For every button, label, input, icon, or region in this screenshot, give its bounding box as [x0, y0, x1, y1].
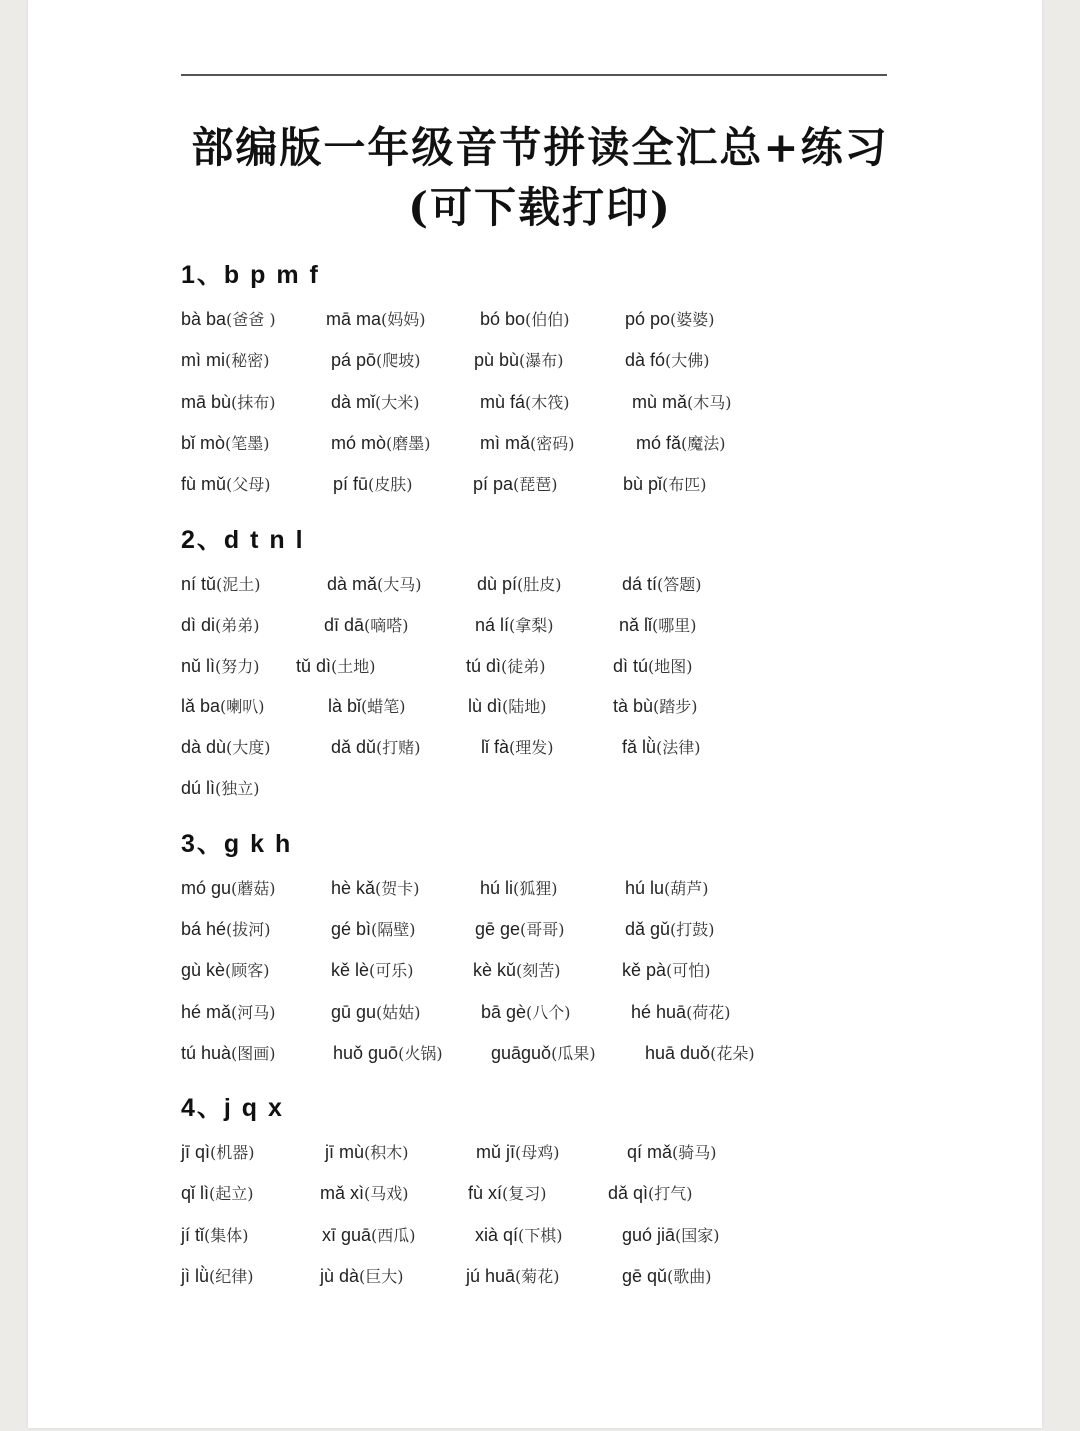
word-row	[181, 1178, 901, 1208]
hanzi-text: (骑马)	[672, 1143, 717, 1162]
hanzi-text: (父母)	[226, 475, 271, 495]
word-item	[331, 732, 421, 763]
pinyin-text: mù mǎ	[632, 391, 688, 412]
hanzi-text: (答题)	[657, 575, 702, 594]
word-row	[181, 428, 901, 458]
word-item	[320, 1261, 404, 1292]
word-item	[480, 873, 558, 904]
word-item	[475, 1220, 563, 1251]
hanzi-text: (贺卡)	[375, 879, 420, 898]
hanzi-text: (琵琶)	[513, 475, 558, 495]
hanzi-text: (哥哥)	[520, 920, 565, 940]
word-item	[327, 569, 422, 600]
pinyin-text: bǐ mò	[181, 432, 226, 453]
word-item	[181, 1137, 255, 1168]
word-item	[181, 873, 276, 904]
word-item	[181, 387, 276, 418]
word-item	[627, 1137, 717, 1168]
pinyin-text: dǎ dǔ	[331, 737, 377, 758]
pinyin-text: tú dì	[466, 655, 502, 676]
word-item	[491, 1038, 596, 1069]
hanzi-text: (起立)	[209, 1184, 254, 1204]
hanzi-text: (木筏)	[525, 392, 570, 412]
hanzi-text: (伯伯)	[525, 310, 570, 329]
word-item	[325, 1137, 409, 1168]
pinyin-text: jī mù	[325, 1142, 365, 1162]
word-item	[324, 610, 409, 641]
word-item	[625, 873, 709, 904]
pinyin-text: pó po	[625, 309, 671, 329]
word-item	[480, 304, 570, 335]
word-item	[326, 304, 426, 335]
word-item	[476, 1137, 560, 1168]
pinyin-text: kě lè	[331, 960, 370, 981]
pinyin-text: nǎ lǐ	[619, 614, 653, 635]
pinyin-text: ná lí	[475, 614, 510, 635]
hanzi-text: (理发)	[509, 738, 554, 758]
word-item	[622, 1261, 712, 1292]
hanzi-text: (泥土)	[216, 575, 261, 594]
pinyin-text: jì lǜ	[181, 1265, 210, 1286]
word-item	[474, 345, 564, 376]
word-item	[331, 387, 420, 418]
pinyin-text: dì di	[181, 614, 216, 635]
word-row	[181, 610, 901, 640]
pinyin-text: pù bù	[474, 350, 520, 371]
pinyin-text: qǐ lì	[181, 1183, 210, 1204]
word-row	[181, 914, 901, 944]
word-row	[181, 304, 901, 334]
word-row	[181, 569, 901, 599]
top-divider	[181, 74, 887, 76]
hanzi-text: (国家)	[675, 1225, 720, 1245]
word-item	[331, 997, 421, 1028]
word-row	[181, 1220, 901, 1250]
hanzi-text: (徒弟)	[501, 656, 546, 676]
pinyin-text: pá pō	[331, 350, 377, 371]
pinyin-text: bó bo	[480, 309, 526, 329]
hanzi-text: (大米)	[375, 392, 420, 412]
pinyin-text: gé bì	[331, 919, 372, 940]
pinyin-text: dú lì	[181, 778, 216, 798]
hanzi-text: (魔法)	[681, 433, 726, 453]
pinyin-text: mā bù	[181, 391, 232, 412]
word-item	[636, 428, 726, 459]
hanzi-text: (可乐)	[369, 961, 414, 981]
hanzi-text: (独立)	[215, 779, 260, 798]
section-heading: 1、b p m f	[181, 261, 320, 289]
pinyin-text: bā gè	[481, 1001, 527, 1022]
word-item	[466, 651, 546, 682]
hanzi-text: (大马)	[377, 575, 422, 594]
word-item	[331, 955, 414, 986]
hanzi-text: (狐狸)	[513, 879, 558, 898]
word-row	[181, 1038, 901, 1068]
word-item	[331, 345, 421, 376]
hanzi-text: (瀑布)	[519, 351, 564, 371]
word-item	[181, 651, 260, 682]
word-item	[333, 1038, 443, 1069]
word-row	[181, 732, 901, 762]
hanzi-text: (下棋)	[518, 1225, 563, 1245]
hanzi-text: (瓜果)	[551, 1043, 596, 1063]
pinyin-text: là bǐ	[328, 696, 362, 717]
word-row	[181, 873, 901, 903]
pinyin-text: dà dù	[181, 737, 227, 758]
hanzi-text: (葫芦)	[664, 879, 709, 898]
hanzi-text: (妈妈)	[381, 310, 426, 329]
word-item	[468, 1178, 547, 1209]
pinyin-text: dà fó	[625, 350, 666, 371]
pinyin-text: hú lu	[625, 878, 665, 898]
hanzi-text: (蜡笔)	[361, 697, 406, 717]
pinyin-text: bá hé	[181, 919, 227, 940]
word-item	[181, 469, 271, 500]
pinyin-text: hú li	[480, 878, 514, 898]
hanzi-text: (拿梨)	[509, 615, 554, 635]
hanzi-text: (纪律)	[209, 1266, 254, 1286]
word-item	[181, 569, 261, 600]
pinyin-text: guó jiā	[622, 1224, 676, 1245]
hanzi-text: (马戏)	[364, 1184, 409, 1204]
pinyin-text: dī dā	[324, 614, 365, 635]
hanzi-text: (法律)	[656, 738, 701, 758]
pinyin-text: lù dì	[468, 696, 503, 717]
pinyin-text: lǎ ba	[181, 696, 221, 717]
word-row	[181, 345, 901, 375]
pinyin-text: jí tǐ	[181, 1224, 205, 1245]
word-item	[632, 387, 732, 418]
hanzi-text: (爸爸 )	[226, 310, 276, 329]
pinyin-text: lǐ fà	[481, 737, 510, 758]
word-row	[181, 997, 901, 1027]
word-item	[480, 387, 570, 418]
hanzi-text: (抹布)	[231, 392, 276, 412]
word-item	[181, 1038, 276, 1069]
word-item	[181, 1178, 254, 1209]
word-item	[331, 873, 420, 904]
word-row	[181, 1137, 901, 1167]
word-item	[480, 428, 575, 459]
pinyin-text: dù pí	[477, 574, 518, 594]
pinyin-text: fǎ lǜ	[622, 737, 657, 758]
pinyin-text: dì tú	[613, 655, 649, 676]
pinyin-text: mó fǎ	[636, 432, 682, 453]
pinyin-text: tǔ dì	[296, 655, 332, 676]
word-row	[181, 955, 901, 985]
hanzi-text: (花朵)	[710, 1043, 755, 1063]
hanzi-text: (隔壁)	[371, 920, 416, 940]
hanzi-text: (磨墨)	[386, 433, 431, 453]
pinyin-text: pí pa	[473, 474, 514, 495]
word-item	[645, 1038, 755, 1069]
pinyin-text: pí fū	[333, 474, 369, 495]
word-item	[622, 732, 701, 763]
pinyin-text: bù pǐ	[623, 474, 663, 495]
hanzi-text: (踏步)	[653, 697, 698, 717]
pinyin-text: dǎ qì	[608, 1183, 649, 1204]
word-item	[468, 691, 547, 722]
pinyin-text: dǎ gǔ	[625, 919, 671, 940]
pinyin-text: hé mǎ	[181, 1001, 232, 1022]
pinyin-text: bà ba	[181, 309, 227, 329]
word-item	[181, 345, 270, 376]
pinyin-text: guāguǒ	[491, 1042, 552, 1063]
hanzi-text: (弟弟)	[215, 615, 260, 635]
pinyin-text: jī qì	[181, 1142, 211, 1162]
word-row	[181, 773, 901, 803]
pinyin-text: gù kè	[181, 960, 226, 981]
word-item	[608, 1178, 693, 1209]
pinyin-text: huǒ guō	[333, 1042, 399, 1063]
hanzi-text: (木马)	[687, 392, 732, 412]
word-item	[181, 428, 270, 459]
word-item	[625, 304, 715, 335]
pinyin-text: dà mǐ	[331, 391, 376, 412]
hanzi-text: (密码)	[530, 433, 575, 453]
word-item	[477, 569, 562, 600]
word-item	[331, 914, 416, 945]
hanzi-text: (顾客)	[225, 961, 270, 981]
pinyin-text: kè kǔ	[473, 960, 517, 981]
section-heading: 3、g k h	[181, 830, 293, 858]
word-item	[475, 914, 565, 945]
hanzi-text: (爬坡)	[376, 351, 421, 371]
hanzi-text: (母鸡)	[515, 1143, 560, 1162]
word-item	[296, 651, 376, 682]
pinyin-text: mā ma	[326, 309, 382, 329]
word-item	[322, 1220, 416, 1251]
hanzi-text: (喇叭)	[220, 697, 265, 717]
hanzi-text: (打鼓)	[670, 920, 715, 940]
hanzi-text: (歌曲)	[667, 1266, 712, 1286]
pinyin-text: gū gu	[331, 1001, 377, 1022]
word-item	[625, 914, 715, 945]
pinyin-text: gē ge	[475, 919, 521, 940]
pinyin-text: xià qí	[475, 1224, 519, 1245]
word-row	[181, 1261, 901, 1291]
word-item	[631, 997, 731, 1028]
hanzi-text: (拔河)	[226, 920, 271, 940]
pinyin-text: nǔ lì	[181, 655, 216, 676]
hanzi-text: (哪里)	[652, 615, 697, 635]
word-item	[613, 691, 698, 722]
hanzi-text: (打气)	[648, 1184, 693, 1204]
pinyin-text: jú huā	[466, 1265, 516, 1286]
pinyin-text: tà bù	[613, 696, 654, 717]
pinyin-text: kě pà	[622, 960, 667, 981]
pinyin-text: mǔ jī	[476, 1142, 516, 1162]
pinyin-text: fù xí	[468, 1183, 503, 1204]
word-item	[481, 997, 571, 1028]
word-item	[619, 610, 697, 641]
hanzi-text: (火锅)	[398, 1043, 443, 1063]
word-item	[333, 469, 413, 500]
word-item	[475, 610, 554, 641]
hanzi-text: (荷花)	[686, 1002, 731, 1022]
word-item	[481, 732, 554, 763]
word-item	[623, 469, 707, 500]
word-row	[181, 651, 901, 681]
hanzi-text: (大佛)	[665, 351, 710, 371]
hanzi-text: (西瓜)	[371, 1225, 416, 1245]
pinyin-text: hé huā	[631, 1001, 687, 1022]
hanzi-text: (打赌)	[376, 738, 421, 758]
word-item	[181, 773, 260, 804]
word-item	[181, 691, 265, 722]
title-line-2: (可下载打印)	[408, 183, 672, 232]
hanzi-text: (刻苦)	[516, 961, 561, 981]
pinyin-text: mó gu	[181, 878, 232, 898]
hanzi-text: (笔墨)	[225, 433, 270, 453]
word-item	[622, 569, 702, 600]
hanzi-text: (地图)	[648, 656, 693, 676]
hanzi-text: (努力)	[215, 656, 260, 676]
hanzi-text: (图画)	[231, 1043, 276, 1063]
pinyin-text: mì mi	[181, 350, 225, 371]
section-heading: 2、d t n l	[181, 526, 305, 554]
word-item	[622, 955, 711, 986]
hanzi-text: (菊花)	[515, 1266, 560, 1286]
pinyin-text: huā duǒ	[645, 1042, 711, 1063]
word-item	[473, 469, 558, 500]
hanzi-text: (陆地)	[502, 697, 547, 717]
pinyin-text: hè kǎ	[331, 878, 376, 898]
hanzi-text: (婆婆)	[670, 310, 715, 329]
word-item	[181, 914, 271, 945]
pinyin-text: mì mǎ	[480, 432, 531, 453]
word-row	[181, 469, 901, 499]
pinyin-text: dà mǎ	[327, 574, 378, 594]
document-title	[140, 118, 940, 238]
pinyin-text: mù fá	[480, 391, 526, 412]
pinyin-text: fù mǔ	[181, 474, 227, 495]
word-item	[181, 997, 276, 1028]
pinyin-text: mó mò	[331, 432, 387, 453]
word-item	[320, 1178, 409, 1209]
pinyin-text: jù dà	[320, 1265, 360, 1286]
pinyin-text: qí mǎ	[627, 1142, 673, 1162]
word-item	[466, 1261, 560, 1292]
word-item	[625, 345, 710, 376]
word-item	[181, 610, 260, 641]
hanzi-text: (大度)	[226, 738, 271, 758]
word-item	[613, 651, 693, 682]
hanzi-text: (秘密)	[225, 351, 270, 371]
hanzi-text: (蘑菇)	[231, 879, 276, 898]
hanzi-text: (巨大)	[359, 1266, 404, 1286]
section-heading: 4、j q x	[181, 1094, 284, 1122]
hanzi-text: (积木)	[364, 1143, 409, 1162]
pinyin-text: dá tí	[622, 574, 658, 594]
word-item	[328, 691, 406, 722]
hanzi-text: (皮肤)	[368, 475, 413, 495]
word-row	[181, 387, 901, 417]
word-item	[181, 1261, 254, 1292]
pinyin-text: ní tǔ	[181, 574, 217, 594]
word-item	[622, 1220, 720, 1251]
word-item	[181, 732, 271, 763]
hanzi-text: (河马)	[231, 1002, 276, 1022]
hanzi-text: (可怕)	[666, 961, 711, 981]
title-line-1: 部编版一年级音节拼读全汇总+练习	[191, 123, 889, 172]
word-item	[473, 955, 561, 986]
hanzi-text: (土地)	[331, 656, 376, 676]
pinyin-text: xī guā	[322, 1224, 372, 1245]
hanzi-text: (集体)	[204, 1225, 249, 1245]
pinyin-text: mǎ xì	[320, 1183, 365, 1204]
word-item	[331, 428, 431, 459]
hanzi-text: (复习)	[502, 1184, 547, 1204]
word-row	[181, 691, 901, 721]
hanzi-text: (嘀嗒)	[364, 615, 409, 635]
hanzi-text: (八个)	[526, 1002, 571, 1022]
pinyin-text: gē qǔ	[622, 1265, 668, 1286]
word-item	[181, 1220, 249, 1251]
pinyin-text: tú huà	[181, 1042, 232, 1063]
hanzi-text: (机器)	[210, 1143, 255, 1162]
word-item	[181, 955, 270, 986]
hanzi-text: (布匹)	[662, 475, 707, 495]
hanzi-text: (肚皮)	[517, 575, 562, 594]
word-item	[181, 304, 276, 335]
hanzi-text: (姑姑)	[376, 1002, 421, 1022]
